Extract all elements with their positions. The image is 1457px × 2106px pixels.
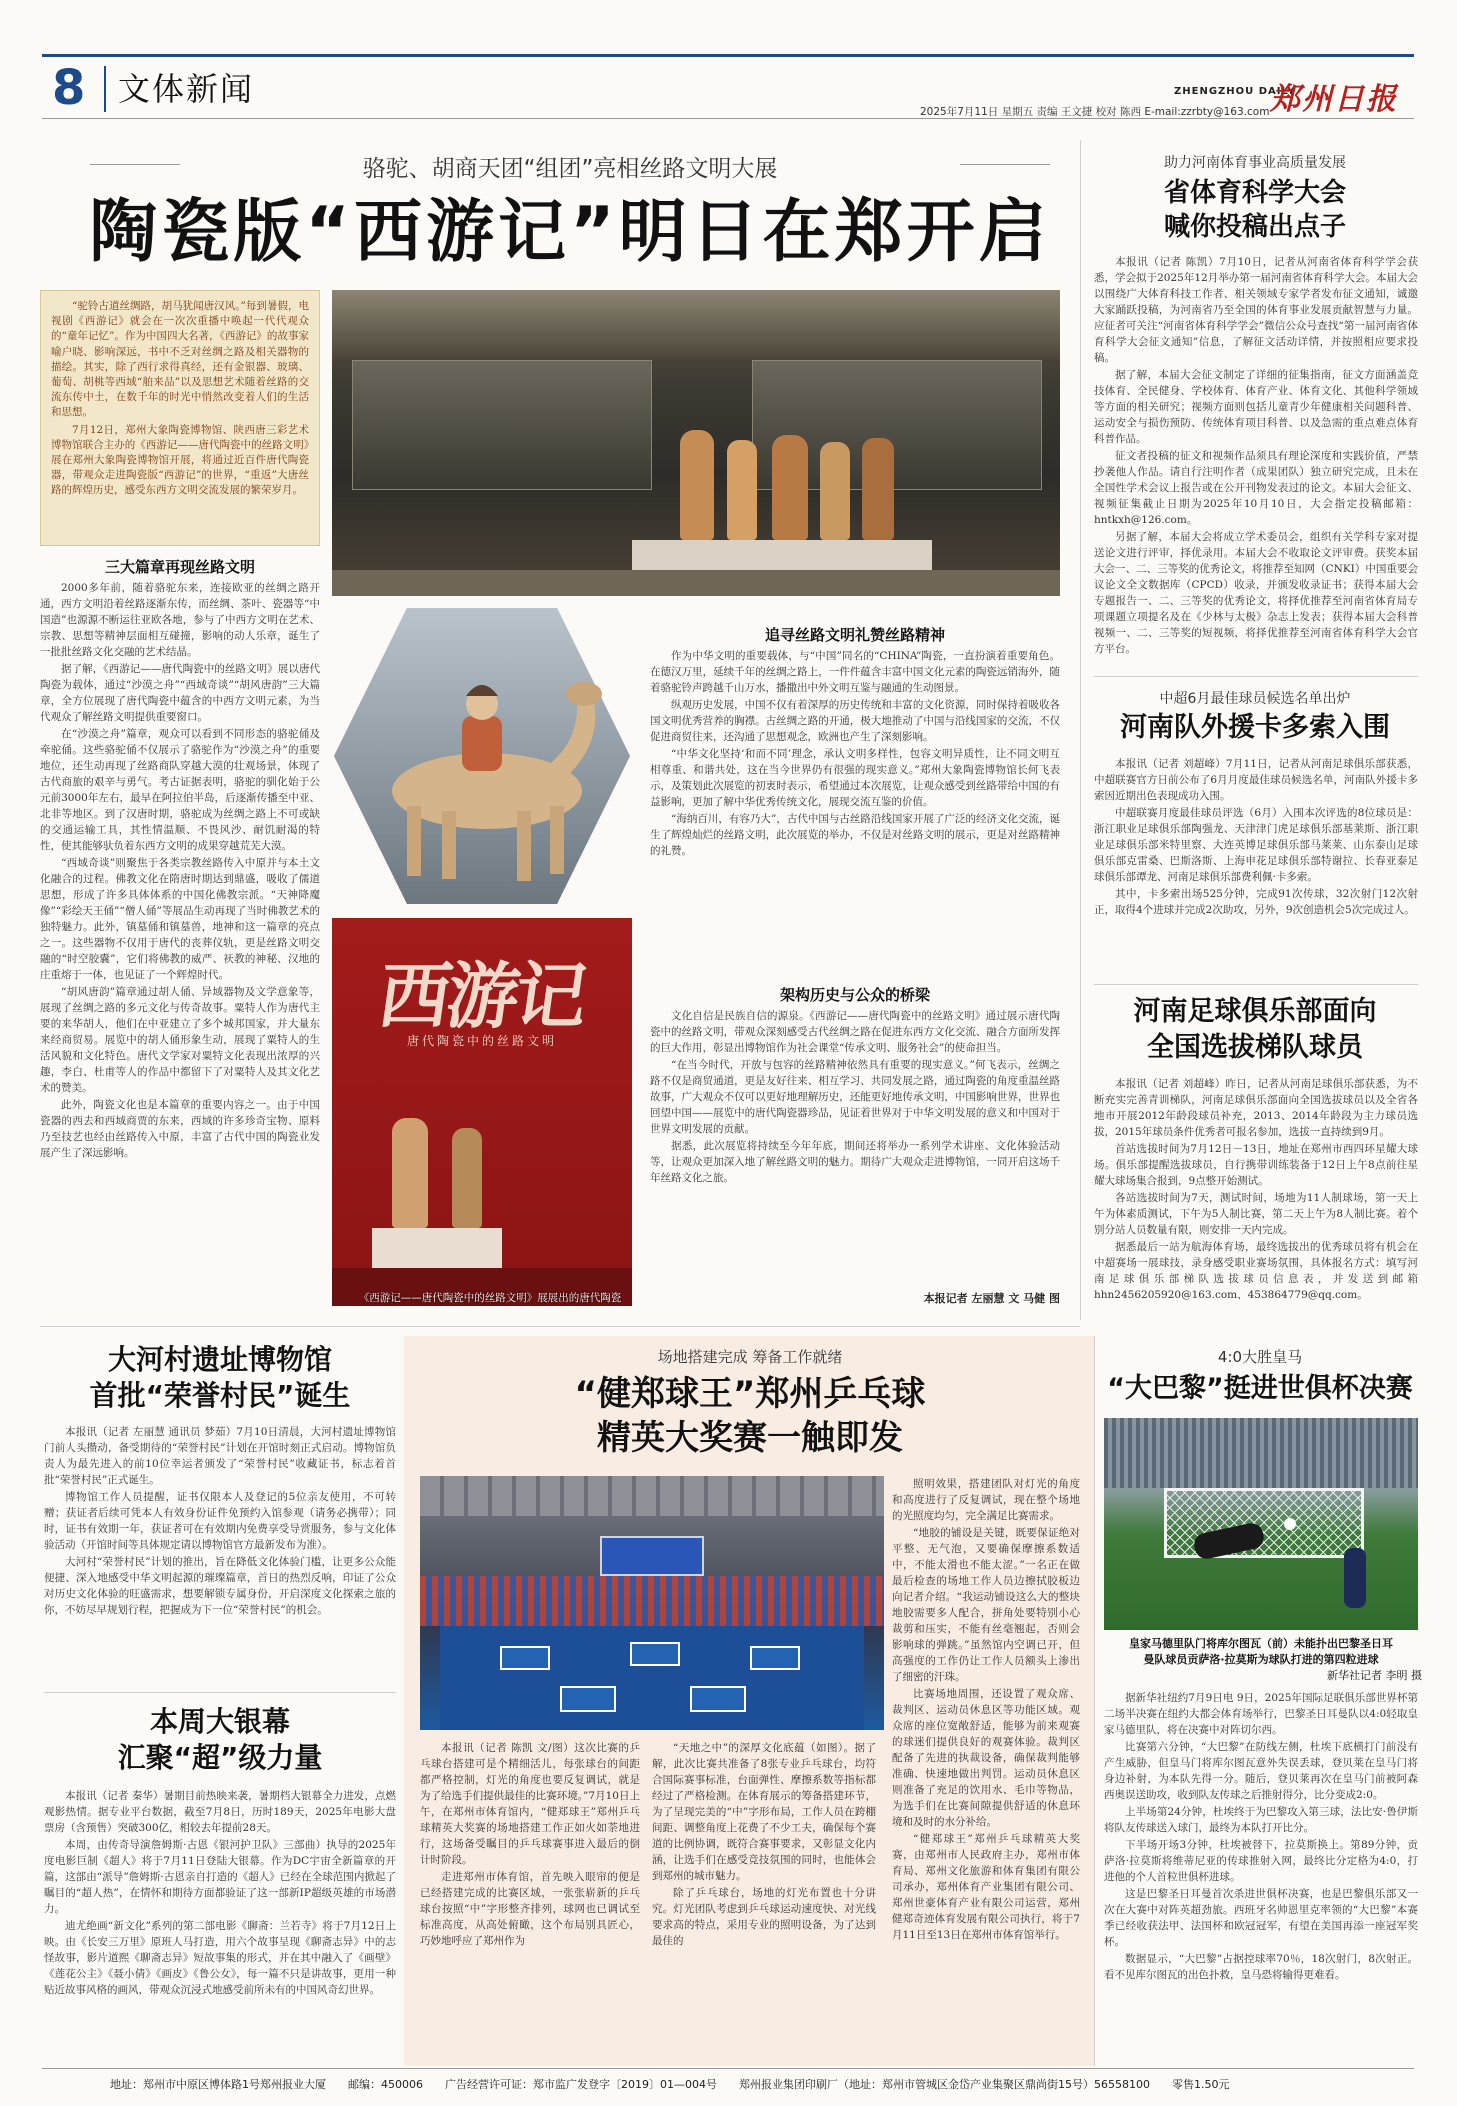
lead-kicker-rule-left bbox=[90, 164, 180, 165]
lead-sec3-title: 架构历史与公众的桥梁 bbox=[779, 986, 930, 1004]
film-p: 本周，由传奇导演詹姆斯·古恩《银河护卫队》三部曲）执导的2025年度电影巨制《超人》将于7月11日登陆大银幕。作为DC宇宙全新篇章的开篇，这部由“派导”詹姆斯·古恩亲自打造的《超人》已经在全球范围内掀起了瞩目的“超人热”，在情怀和期待方面都验证了这一部新IP超级英雄的市场潜力。 bbox=[44, 1839, 396, 1915]
science-p: 另据了解，本届大会将成立学术委员会，组织有关学科专家对提送论文进行评审，择优录用。本届大会不收取论文评审费。获奖本届大会一、二、三等奖的优秀论文，将推荐至知网（CNKI）中国重要会议论文全文数据库（CPCD）收录，并颁发收录证书；获得本届大会专题报告一、二、三等奖的优秀论文，将择优推荐至河南省体育局专项课题立项提名及在《少林与太极》杂志上发表；获得本届大会科普视频一、二、三等奖的短视频，将择优推荐至河南省体育科学大会官方平台。 bbox=[1094, 531, 1418, 655]
date-text: 2025年7月11日 星期五 责编 bbox=[920, 106, 1058, 118]
footer-ad-license: 广告经营许可证：郑市监广发登字〔2019〕01—004号 bbox=[445, 2078, 717, 2091]
divider-museum bbox=[44, 1692, 396, 1693]
date-line bbox=[920, 104, 1269, 119]
lead-sec2-p: “中华文化坚持‘和而不同’理念，承认文明多样性，包容文明异质性，让不同文明互相尊重、和谐共处，这在当今世界仍有很强的现实意义。”郑州大象陶瓷博物馆长何飞表示，及策划此次展览的初衷时表示，希望通过本次展览，让观众感受到丝路带给中国的有益影响，更加了解中华优秀传统文化，展现交流互鉴的价值。 bbox=[650, 748, 1060, 808]
psg-p: 数据显示，“大巴黎”占据控球率70％，18次射门，8次射正。看不见库尔图瓦的出色扑救，皇马恐将输得更难看。 bbox=[1104, 1953, 1418, 1981]
showcase-glass bbox=[352, 360, 652, 490]
pingpong-p: 除了乒乓球台，场地的灯光布置也十分讲究。灯光团队考虑到乒乓球运动速度快、对光线要求高的特点，采用专业的照明设备，为了达到最佳的 bbox=[652, 1887, 876, 1947]
pingpong-p: 走进郑州市体育馆，首先映入眼帘的便是已经搭建完成的比赛区域，一张张崭新的乒乓球台按照“中”字形整齐排列，球网也已调试至标准高度，从高处俯瞰，这个布局别具匠心，巧妙地呼应了郑州作为 bbox=[420, 1871, 640, 1947]
lead-sec2-title: 追寻丝路文明礼赞丝路精神 bbox=[764, 626, 945, 644]
divider-science bbox=[1094, 676, 1418, 677]
pingpong-p: “天地之中”的深厚文化底蕴（如图）。据了解，此次比赛共准备了8张专业乒乓球台，均符合国际赛事标准，台面弹性、摩擦系数等指标都经过了严格检测。在体育展示的筹备搭建环节，为了呈现完美的“中”字形布局，工作人员在跨棚间距、调整角度上花费了不少工夫，确保每个赛道的比例协调，既符合赛事要求，又彰显文化内涵，让选手们在感受竞技氛围的同时，也能体会到郑州的城市魅力。 bbox=[652, 1742, 876, 1882]
sign-title: 西游记 bbox=[373, 954, 590, 1038]
museum-title-l1: 大河村遗址博物馆 bbox=[107, 1343, 332, 1376]
sign-pedestal bbox=[372, 1228, 502, 1268]
psg-p: 这是巴黎圣日耳曼首次杀进世俱杯决赛，也是巴黎俱乐部又一次在大赛中对阵英超劲旅。西班牙名帅恩里克率领的“大巴黎”本赛季已经收获法甲、法国杯和欧冠冠军，有望在美国再添一座冠军奖杯。 bbox=[1104, 1888, 1418, 1948]
proof-label: 校对 bbox=[1095, 106, 1117, 118]
lead-sec1-title: 三大篇章再现丝路文明 bbox=[104, 558, 255, 576]
ladder-body bbox=[1094, 1076, 1418, 1304]
lead-sec3-p: 文化自信是民族自信的源泉。《西游记——唐代陶瓷中的丝路文明》通过展示唐代陶瓷中的丝路文明，带观众深刻感受古代丝绸之路在促进东西方文化交流、融合方面所发挥的巨大作用，彰显出博物馆作为社会课堂“传承文明、服务社会”的使命担当。 bbox=[650, 1010, 1060, 1054]
sign-figurine-1 bbox=[392, 1118, 428, 1228]
footer bbox=[110, 2076, 1410, 2092]
display-platform bbox=[632, 540, 932, 570]
sign-figurine-2 bbox=[452, 1128, 482, 1228]
psg-p: 下半场开场3分钟，杜埃被替下，拉莫斯换上。第89分钟，贡萨洛·拉莫斯将维蒂尼亚的传球推射入网，最终比分定格为4:0，打进他的个人首粒世俱杯进球。 bbox=[1104, 1839, 1418, 1883]
ladder-p: 各站选拔时间为7天，测试时间，场地为11人制球场，第一天上午为体素质测试，下午为5人制比赛，第二天上午为8人制比赛。着个别分站人员数量有限，则安排一天内完成。 bbox=[1094, 1192, 1418, 1236]
science-p: 本报讯（记者 陈凯）7月10日，记者从河南省体育科学学会获悉，学会拟于2025年12月举办第一届河南省体育科学大会。本届大会以围绕广大体育科技工作者、相关领域专家学者发布征文通知，诚邀大家踊跃投稿，为河南省乃至全国的体育事业发展贡献智慧与力量。应征者可关注“河南省体育科学学会”微信公众号查找“第一届河南省体育科学大会征文通知”信息，了解征文活动详情，并按照相应要求投稿。 bbox=[1094, 256, 1418, 364]
email-text: E-mail:zzrbty@163.com bbox=[1144, 106, 1270, 118]
figurine-3 bbox=[772, 435, 808, 540]
psg-p: 据新华社纽约7月9日电 9日，2025年国际足联俱乐部世界杯第二场半决赛在纽约大都会体育场举行，巴黎圣日耳曼队以4:0轻取皇家马德里队，将在决赛中对阵切尔西。 bbox=[1104, 1692, 1418, 1736]
lead-sec3-p: 据悉，此次展览将持续至今年年底，期间还将举办一系列学术讲座、文化体验活动等，让观众更加深入地了解丝路文明的魅力。期待广大观众走进博物馆，一同开启这场千年丝路文化之旅。 bbox=[650, 1140, 1060, 1184]
proof-name: 陈西 bbox=[1119, 106, 1141, 118]
top-rule bbox=[42, 54, 1414, 57]
figurine-2 bbox=[727, 440, 757, 540]
lead-kicker: 骆驼、胡商天团“组团”亮相丝路文明大展 bbox=[362, 156, 778, 182]
film-title-l2: 汇聚“超”级力量 bbox=[117, 1741, 323, 1774]
psg-match-photo bbox=[1104, 1418, 1418, 1630]
psg-caption-l3: 新华社记者 李明 摄 bbox=[1327, 1669, 1422, 1682]
ladder-title-l2: 全国选拔梯队球员 bbox=[1147, 1032, 1363, 1063]
lead-sec2-p: 纵观历史发展，中国不仅有着深厚的历史传统和丰富的文化资源，同时保持着吸收各国文明优秀营养的胸襟。古丝绸之路的开通，极大地推动了中国与沿线国家的交流，不仅促进商贸往来，还沟通了思想观念，欧洲也产生了深刻影响。 bbox=[650, 699, 1060, 743]
venue-stands bbox=[420, 1576, 884, 1626]
pingpong-p: 比赛场地周围，还设置了观众席、裁判区、运动员休息区等功能区域。观众席的座位宽敞舒适，能够为前来观赛的球迷们提供良好的观赛体验。裁判区配备了先进的执裁设备，确保裁判能够准确、快速地做出判罚。运动员休息区则准备了充足的饮用水、毛巾等物品，为选手们在比赛间隙提供舒适的休息环境和及时的水分补给。 bbox=[892, 1688, 1080, 1828]
lead-intro-p1: “驼铃古道丝绸路，胡马犹闻唐汉风。”每到暑假，电视剧《西游记》就会在一次次重播中唤起一代代观众的“童年记忆”。作为中国四大名著，《西游记》的故事家喻户晓、影响深远，书中不乏对丝绸之路及相关器物的描绘。其实，除了西行求得真经，还有金银器、玻璃、葡萄、胡桃等西域“舶来品”以及思想艺术随着丝路的交流东传中土，在数千年的时光中悄然改变着人们的生活和思想。 bbox=[51, 300, 309, 419]
science-p: 据了解，本届大会征文制定了详细的征集指南，征文方面涵盖竞技体育、全民健身、学校体育、体育产业、体育文化、其他科学领域等方面的相关研究；视频方面则包括儿童青少年健康相关问题科普、运动安全与损伤预防、传统体育项目科普、以及急需的重点难点体育科普作品。 bbox=[1094, 369, 1418, 445]
museum-p: 本报讯（记者 左丽慧 通讯员 梦茹）7月10日清晨，大河村遗址博物馆门前人头攒动，备受期待的“荣誉村民”计划在开馆时刻正式启动。博物馆负责人为最先进入的前10位幸运者颁发了“荣誉村民”收藏证书，标志着首批“荣誉村民”正式诞生。 bbox=[44, 1426, 396, 1486]
venue-roof bbox=[420, 1476, 884, 1516]
lead-sec3-p: “在当今时代，开放与包容的丝路精神依然具有重要的现实意义。”何飞表示，丝绸之路不仅是商贸通道，更是友好往来、相互学习、共同发展之路，通过陶瓷的角度重温丝路故事，广大观众不仅可以更好地理解历史，还能更好地传承文明，中国影响世界，世界也回望中国——展览中的唐代陶瓷器珍品，见证着世界对于中华文明发展的意义和中国对于世界文明发展的贡献。 bbox=[650, 1059, 1060, 1135]
museum-title-l2: 首批“荣誉村民”诞生 bbox=[89, 1379, 351, 1412]
henan-team-p: 中超联赛月度最佳球员评选（6月）入围本次评选的8位球员是：浙江职业足球俱乐部陶强龙、天津津门虎足球俱乐部基莱斯、浙江职业足球俱乐部米特里察、大连英博足球俱乐部马莱莱、山东泰山足球俱乐部克雷桑、巴斯洛斯、上海申花足球俱乐部特谢拉、长春亚泰足球俱乐部谭龙、河南足球俱乐部费利佩·卡多索。 bbox=[1094, 807, 1418, 883]
lead-sec1-p: 2000多年前，随着骆驼东来，连接欧亚的丝绸之路开通，西方文明沿着丝路逐渐东传，而丝绸、茶叶、瓷器等“中国造”也源源不断运往亚欧各地，参与了中西方文明在艺术、宗教、思想等精神层面相互碰撞，影响的动人乐章，诞生了一批批丝路文化交融的艺术结晶。 bbox=[40, 582, 320, 658]
section-title: 文体新闻 bbox=[118, 70, 255, 108]
lead-sec3-body bbox=[650, 1008, 1060, 1187]
lead-sec2-body bbox=[650, 648, 1060, 860]
ladder-p: 据悉最后一站为航海体育场，最终选拔出的优秀球员将有机会在中超赛场一展球技，录身感受职业赛场氛围，具体报名方式：填写河南足球俱乐部梯队选拔球员信息表，并发送到邮箱hhn2456205920@163.com、453864779@qq.com。 bbox=[1094, 1241, 1418, 1301]
stadium-crowd bbox=[1104, 1418, 1418, 1488]
lead-sec1-p: “胡风唐韵”篇章通过胡人俑、异域器物及文学意象等，展现了丝绸之路的多元文化与传奇故事。粟特人作为唐代主要的来华胡人，他们在中亚建立了多个城邦国家，并大量东来经商贸易。展览中的胡人俑形象生动，展现了粟特人的生活风貌和文化特色。唐代文学家对粟特文化表现出浓厚的兴趣，李白、杜甫等人的作品中都留下了对粟特人及其文化艺术的赞美。 bbox=[40, 986, 320, 1094]
sign-subtitle: 唐代陶瓷中的丝路文明 bbox=[406, 1034, 557, 1048]
lead-sec1-p: 此外，陶瓷文化也是本篇章的重要内容之一。由于中国瓷器的西去和西域商贾的东来，西域的许多珍奇宝物、原料乃至技艺也经由丝路传入中原，丰富了古代中国的陶瓷业发展产生了深远影响。 bbox=[40, 1099, 320, 1159]
pingpong-kicker: 场地搭建完成 筹备工作就绪 bbox=[657, 1348, 843, 1366]
film-body bbox=[44, 1788, 396, 1999]
lead-sec2-p: 作为中华文明的重要载体，与“中国”同名的“CHINA”陶瓷，一直扮演着重要角色。在德汉万里，延续千年的丝绸之路上，一件件蕴含丰富中国文化元素的陶瓷远销海外，随着骆驼铃声跨越千山万水，播撒出中外文明互鉴与融通的生动图景。 bbox=[650, 650, 1060, 694]
psg-body bbox=[1104, 1690, 1418, 1984]
pingpong-table bbox=[560, 1686, 616, 1712]
museum-p: 大河村“荣誉村民”计划的推出，旨在降低文化体验门槛，让更多公众能便捷、深入地感受中华文明起源的璀璨篇章，首日的热烈反响，印证了公众对历史文化体验的旺盛需求，想要解锁专属身份，开启深度文化探索之旅的你，不妨尽早规划行程，把握成为下一位“荣誉村民”的机会。 bbox=[44, 1556, 396, 1616]
footer-price: 零售1.50元 bbox=[1171, 2078, 1230, 2091]
venue-screen bbox=[600, 1536, 704, 1576]
soccer-ball bbox=[1284, 1518, 1296, 1530]
pingpong-p: “地胶的铺设是关键，既要保证绝对平整、无气泡，又要确保摩擦系数适中，不能太滑也不能太涩。”一名正在做最后检查的场地工作人员边擦拭胶板边向记者介绍。“我运动铺设这么大的整块地胶需要多人配合，拼角处要特别小心裁剪和压实，不能有丝毫翘起，否则会影响球的弹跳。”虽然馆内空调已开，但高强度的工作仍让工作人员额头上渗出了细密的汗珠。 bbox=[892, 1527, 1080, 1683]
editor-name: 王文捷 bbox=[1060, 106, 1093, 118]
page-number-divider bbox=[104, 66, 106, 112]
player bbox=[1344, 1548, 1366, 1608]
lead-byline: 本报记者 左丽慧 文 马健 图 bbox=[923, 1292, 1060, 1305]
psg-p: 比赛第六分钟，“大巴黎”在防线左侧，杜埃下底横打门前没有产生威胁，但皇马门将库尔图瓦意外失误丢球，登贝莱在皇马门将身边补射，为本队先得一分。随后，登贝莱再次在皇马门前被阿森西奥误送助攻，收到队友传球之后推射得分，比分变成2:0。 bbox=[1104, 1741, 1418, 1801]
lead-sec1-p: 据了解，《西游记——唐代陶瓷中的丝路文明》展以唐代陶瓷为载体，通过“沙漠之舟”“西域奇谈”“胡风唐韵”三大篇章，全方位展现了唐代陶瓷中蕴含的中西方文明元素，为当代观众了解丝路文明提供重要窗口。 bbox=[40, 663, 320, 723]
footer-printer: 郑州报业集团印刷厂（地址：郑州市管城区金岱产业集聚区鼎尚街15号）56558100 bbox=[739, 2078, 1150, 2091]
pingpong-table bbox=[500, 1646, 550, 1670]
footer-rule bbox=[42, 2068, 1414, 2069]
floor bbox=[332, 570, 1060, 596]
pingpong-title-l1: “健郑球王”郑州乒乓球 bbox=[574, 1374, 926, 1414]
footer-postcode: 邮编：450006 bbox=[348, 2078, 423, 2091]
lead-headline: 陶瓷版“西游记”明日在郑开启 bbox=[89, 193, 1051, 272]
pingpong-col1 bbox=[420, 1740, 640, 1950]
lead-photo-caption: 《西游记——唐代陶瓷中的丝路文明》展展出的唐代陶瓷 bbox=[358, 1292, 622, 1304]
psg-kicker: 4:0大胜皇马 bbox=[1217, 1348, 1303, 1366]
figurine-1 bbox=[680, 430, 714, 540]
divider-henan-team bbox=[1094, 984, 1418, 985]
psg-caption bbox=[1100, 1636, 1422, 1684]
lead-sec2-p: “海纳百川，有容乃大”，古代中国与古丝路沿线国家开展了广泛的经济文化交流，诞生了辉煌灿烂的丝路文明，此次展览的举办，不仅是对丝路文明的展示，更是对丝路精神的礼赞。 bbox=[650, 813, 1060, 857]
psg-p: 上半场第24分钟，杜埃终于为巴黎攻入第三球，法比安·鲁伊斯将队友传球送入球门，最终为本队打开比分。 bbox=[1104, 1806, 1418, 1834]
lead-sec1-p: “西域奇谈”则聚焦于各类宗教丝路传入中原并与本土文化融合的过程。佛教文化在隋唐时期达到鼎盛，吸收了儒道思想，形成了许多具体体系的中国化佛教宗派。“天神降魔像”“彩绘天王俑”“僧人俑”等展品生动再现了当时佛教艺术的独特魅力。此外，镇墓俑和镇墓兽，地神和这一篇章的亮点之一。这些器物不仅用于唐代的丧葬仪轨，更是丝路文明交融的“时空胶囊”，它们将佛教的威严、祆教的神秘、汉地的庄重熔于一体，也见证了一个辉煌时代。 bbox=[40, 857, 320, 981]
lead-sec1-body bbox=[40, 580, 320, 1162]
psg-caption-l1: 皇家马德里队门将库尔图瓦（前）未能扑出巴黎圣日耳 bbox=[1129, 1637, 1393, 1650]
ladder-p: 首站选拔时间为7月12日－13日，地址在郑州市西四环星耀大球场。俱乐部提醒选拔球员，自行携带训练装备于12日上午8点前往星耀大球场集合报到，9点整开始测试。 bbox=[1094, 1143, 1418, 1187]
henan-team-title: 河南队外援卡多索入围 bbox=[1120, 712, 1390, 743]
science-title-l2: 喊你投稿出点子 bbox=[1163, 212, 1346, 242]
masthead-rule bbox=[42, 118, 1414, 119]
museum-p: 博物馆工作人员提醒，证书仅限本人及登记的5位亲友使用，不可转赠；获证者后续可凭本人有效身份证件免预约入馆参观（请务必携带）；同时，证书有效期一年，获证者可在有效期内免费享受导赏服务，参与文化体验活动（开馆时间等具体规定请以博物馆官方最新发布为准）。 bbox=[44, 1491, 396, 1551]
pingpong-col3 bbox=[892, 1476, 1080, 1944]
pingpong-title-l2: 精英大奖赛一触即发 bbox=[597, 1418, 903, 1458]
pingpong-p: 照明效果，搭建团队对灯光的角度和高度进行了反复调试，现在整个场地的光照度均匀，完全满足比赛需求。 bbox=[892, 1478, 1080, 1522]
hall-ceiling-light bbox=[332, 290, 1060, 360]
page-number: 8 bbox=[52, 60, 86, 116]
pingpong-venue-photo bbox=[420, 1476, 884, 1730]
psg-title: “大巴黎”挺进世俱杯决赛 bbox=[1107, 1373, 1413, 1404]
henan-team-body bbox=[1094, 756, 1418, 919]
pingpong-table bbox=[690, 1686, 746, 1712]
henan-team-kicker: 中超6月最佳球员候选名单出炉 bbox=[1159, 691, 1351, 707]
lead-kicker-rule-right bbox=[960, 164, 1050, 165]
pingpong-table bbox=[750, 1646, 800, 1670]
science-title-l1: 省体育科学大会 bbox=[1163, 178, 1346, 208]
lead-intro-box bbox=[40, 290, 320, 546]
museum-body bbox=[44, 1424, 396, 1619]
psg-caption-l2: 曼队球员贡萨洛·拉莫斯为球队打进的第四粒进球 bbox=[1143, 1653, 1379, 1666]
film-p: 迪尤绝画“新文化”系列的第二部电影《聊斋：兰若寺》将于7月12日上映。由《长安三万里》原班人马打造，用六个故事呈现《聊斋志异》中的志怪故事，影片道熙《聊斋志异》短故事集的形式，并在其中融入了《画壁》《莲花公主》《聂小倩》《画皮》《鲁公女》，每一篇不只是讲故事，更用一种贴近故事风格的画风，带观众沉浸式地感受前所未有的中国风奇幻世界。 bbox=[44, 1920, 396, 1996]
science-p: 征文者投稿的征文和视频作品须具有理论深度和实践价值，严禁抄袭他人作品。请自行注明作者（成果团队）独立研究完成，且未在全国性学术会议上报告或在公开刊物发表过的论文。本届大会征文、视频征集截止日期为2025年10月10日，大会指定投稿邮箱：hntkxh@126.com。 bbox=[1094, 450, 1418, 526]
lead-sec1-p: 在“沙漠之舟”篇章，观众可以看到不同形态的骆驼俑及牵驼俑。这些骆驼俑不仅展示了骆驼作为“沙漠之舟”的重要地位，还生动再现了丝路商队穿越大漠的壮观场景，体现了古代商旅的艰辛与勇气。考古证据表明，骆驼的驯化始于公元前3000年左右，最早在阿拉伯半岛，后逐渐传播至中亚、北非等地区。到了汉唐时期，骆驼成为丝绸之路上不可或缺的交通运输工具，其性情温顺、不畏风沙、耐饥耐渴的特性，使其能够驮负着东西方文明的成果穿越荒芜大漠。 bbox=[40, 728, 320, 852]
paper-name-cn: 郑州日报 bbox=[1270, 82, 1398, 117]
film-p: 本报讯（记者 秦华）暑期目前热映来袭，暑期档大银幕全力进发，点燃观影热情。据专业平台数据，截至7月8日，历时189天，2025年电影大盘票房（含预售）突破300亿，相较去年提前28天。 bbox=[44, 1790, 396, 1834]
pingpong-p: “健郑球王”郑州乒乓球精英大奖赛，由郑州市人民政府主办，郑州市体育局、郑州文化旅游和体育集团有限公司承办，郑州体育产业集团有限公司、郑州世豪体育产业有限公司运营，郑州健郑奇迹体育发展有限公司执行，将于7月11日至13日在郑州市体育馆举行。 bbox=[892, 1833, 1080, 1941]
camel-figurine-photo bbox=[332, 606, 632, 906]
ladder-p: 本报讯（记者 刘超峰）昨日，记者从河南足球俱乐部获悉，为不断充实完善青训梯队，河南足球俱乐部面向全国选拔球员以及全省各地市开展2012年龄段球员补充，2013、2014年龄段为主力球员选拔，2015年球员条件优秀者可报名参加，选拔一直持续到9月。 bbox=[1094, 1078, 1418, 1138]
footer-address: 地址：郑州市中原区博体路1号郑州报业大厦 bbox=[110, 2078, 326, 2091]
science-body bbox=[1094, 254, 1418, 658]
camel-hexagon-svg bbox=[332, 606, 632, 906]
pingpong-p: 本报讯（记者 陈凯 文/图）这次比赛的乒乓球台搭建可是个精细活儿，每张球台的间距都严格控制，灯光的角度也要反复调试，就是为了给选手们提供最佳的比赛环境。”7月10日上午，在郑州市体育馆内，“健郑球王”郑州乒乓球精英大奖赛的场地搭建工作正如火如荼地进行，这场备受瞩目的乒乓球赛事进入最后的倒计时阶段。 bbox=[420, 1742, 640, 1866]
figurine-5 bbox=[862, 438, 894, 540]
henan-team-p: 其中，卡多索出场525分钟，完成91次传球，32次射门12次射正，取得4个进球并完成2次助攻，另外，9次创造机会5次完成过人。 bbox=[1094, 888, 1418, 916]
exhibition-sign-photo bbox=[332, 918, 632, 1306]
exhibition-hall-photo bbox=[332, 290, 1060, 596]
pingpong-col2 bbox=[652, 1740, 876, 1950]
pingpong-table bbox=[630, 1642, 680, 1666]
science-kicker: 助力河南体育事业高质量发展 bbox=[1164, 155, 1346, 171]
divider-lead-bottom bbox=[40, 1326, 1080, 1327]
paper-name-en: ZHENGZHOU DAILY bbox=[1174, 86, 1296, 97]
figurine-4 bbox=[820, 442, 850, 540]
lead-intro-p2: 7月12日，郑州大象陶瓷博物馆、陕西唐三彩艺术博物馆联合主办的《西游记——唐代陶瓷中的丝路文明》展在郑州大象陶瓷博物馆开展，将通过近百件唐代陶瓷器，带观众走进陶瓷版“西游记”的世界，“重返”大唐丝路的辉煌历史，感受东西方文明交流发展的繁荣岁月。 bbox=[51, 423, 309, 497]
divider-lead-right bbox=[1080, 140, 1081, 1320]
ladder-title-l1: 河南足球俱乐部面向 bbox=[1133, 996, 1377, 1027]
henan-team-p: 本报讯（记者 刘超峰）7月11日，记者从河南足球俱乐部获悉，中超联赛官方日前公布了6月月度最佳球员候选名单，河南队外援卡多索因近期出色表现成功入围。 bbox=[1094, 758, 1418, 802]
divider-bottom-right bbox=[1094, 1336, 1095, 2066]
film-title-l1: 本周大银幕 bbox=[149, 1705, 290, 1738]
